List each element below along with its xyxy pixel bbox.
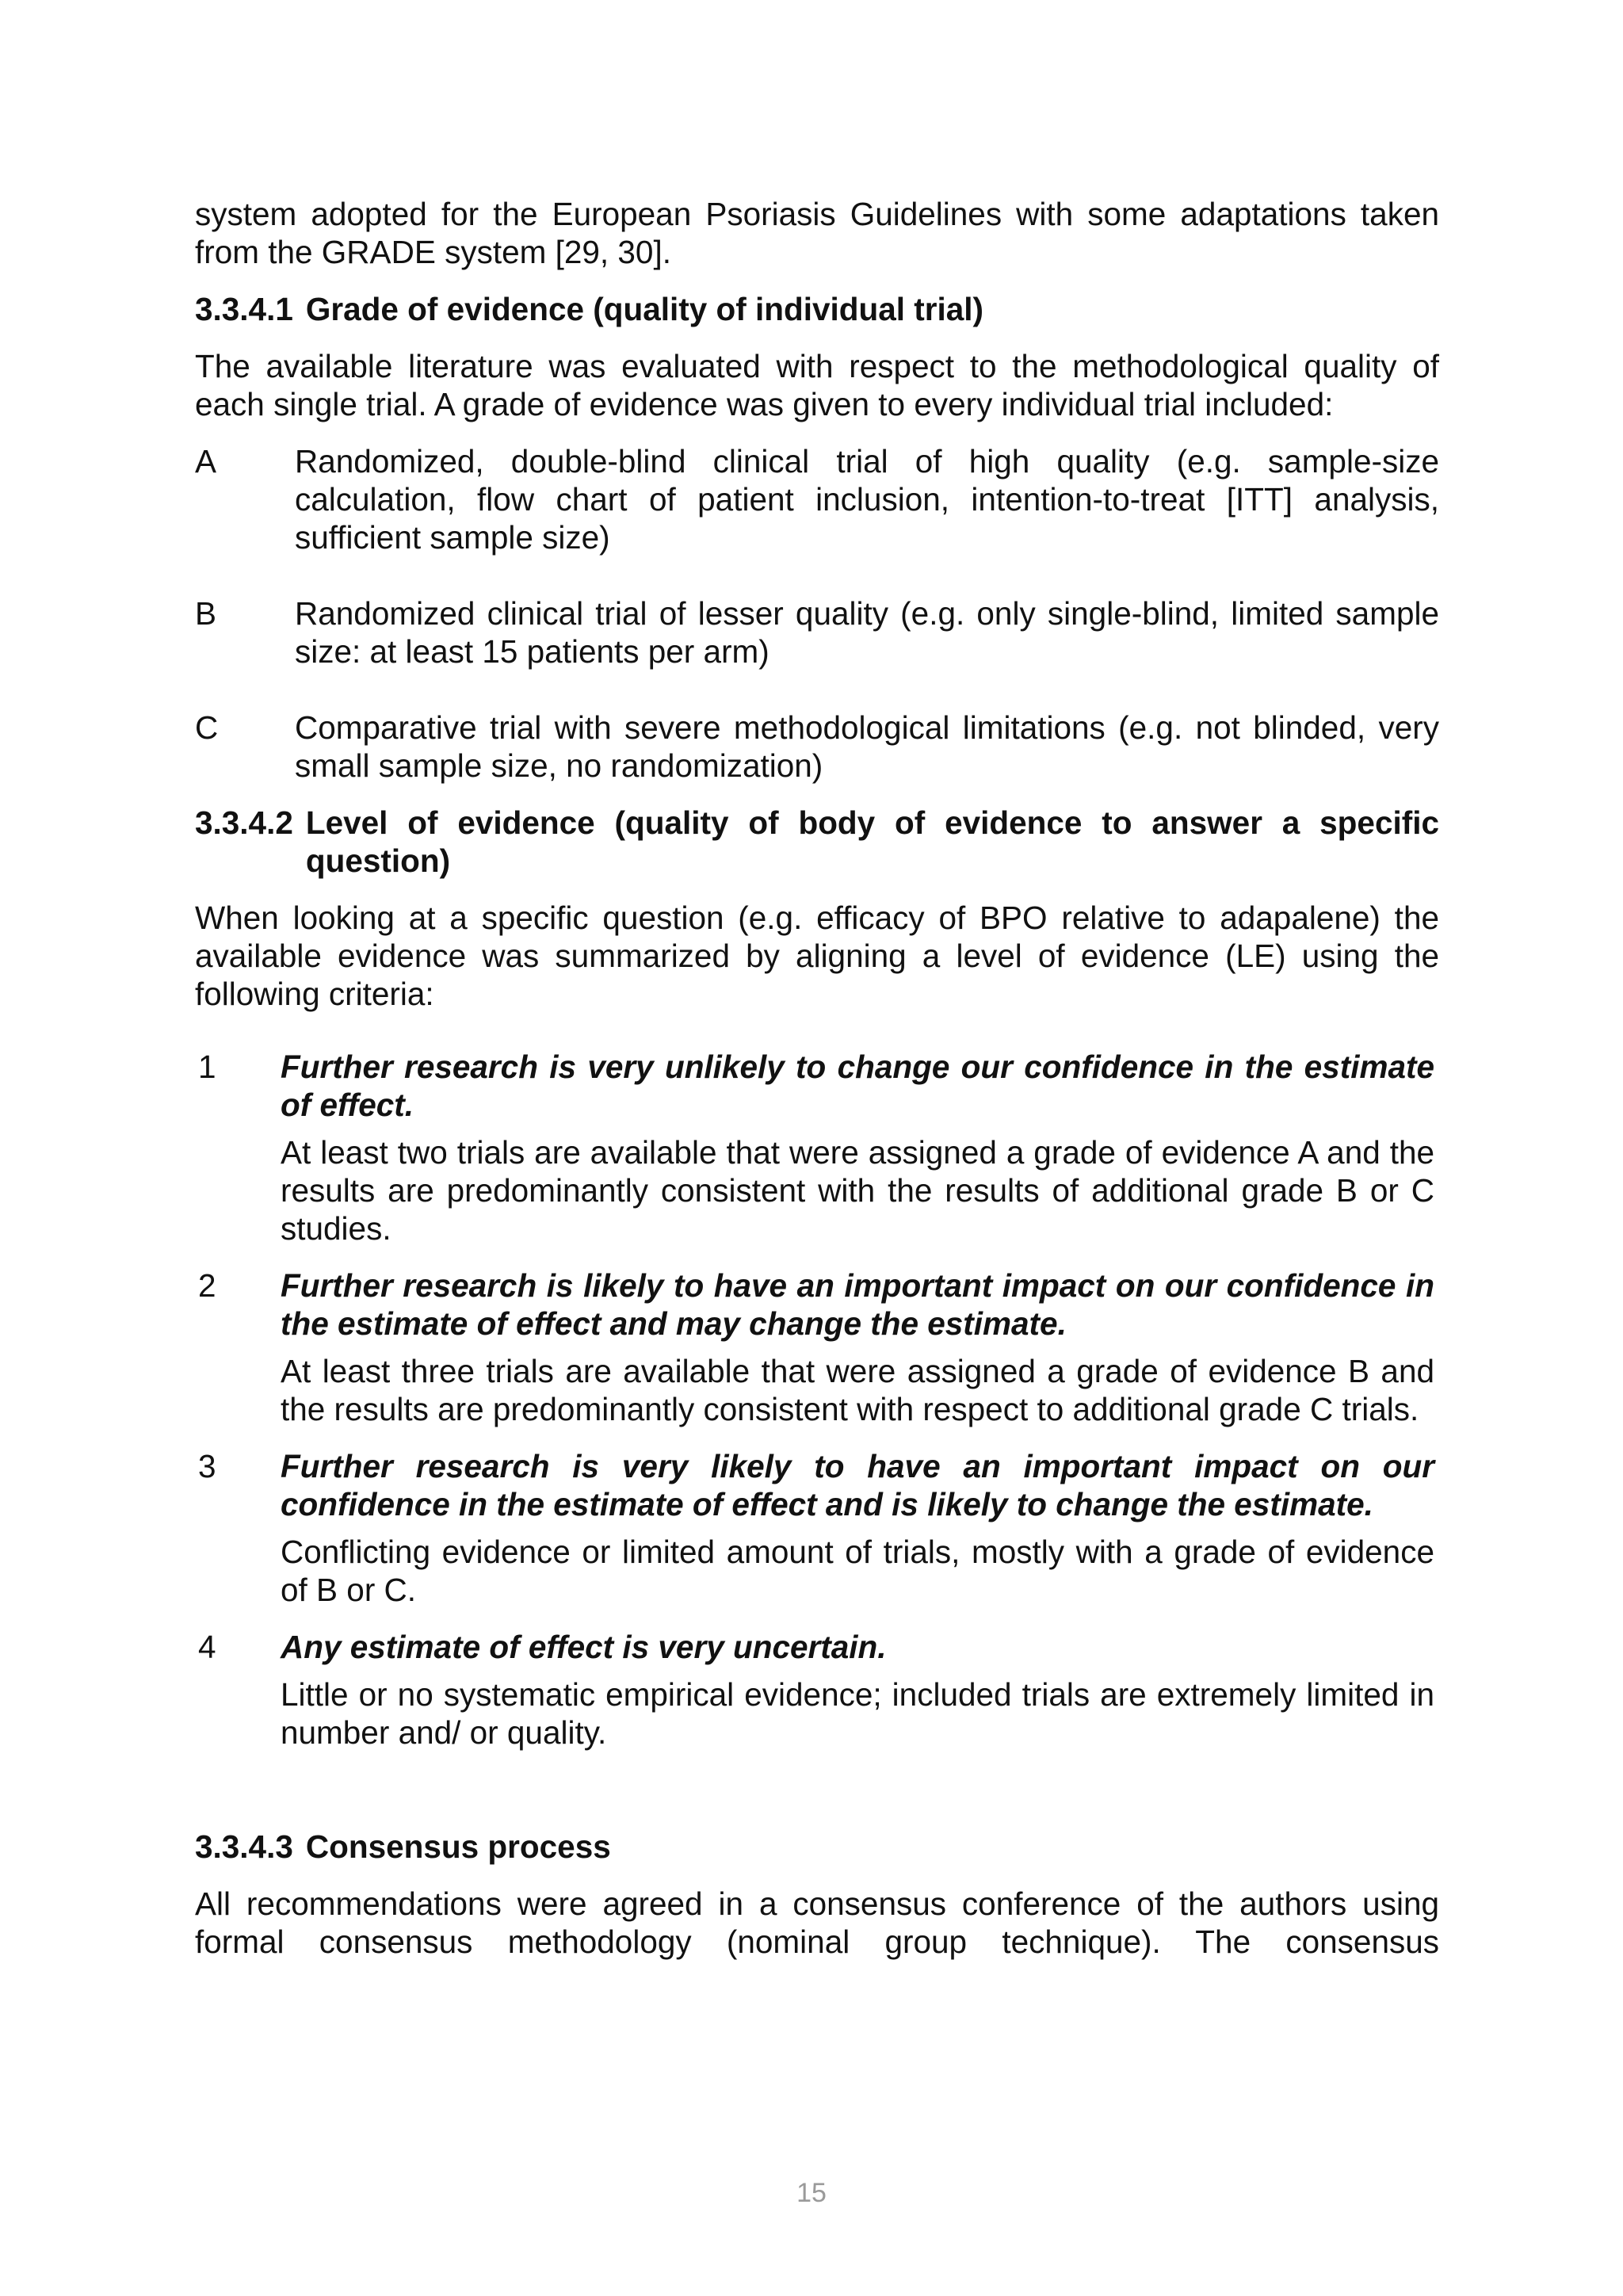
grade-description: Comparative trial with severe methodological limitations (e.g. not blinded, very small sample size, no randomization)	[295, 709, 1439, 784]
page-number: 15	[796, 2178, 827, 2208]
section-number: 3.3.4.1	[195, 291, 293, 327]
grade-letter: A	[195, 443, 217, 479]
level-title: Any estimate of effect is very uncertain.	[281, 1629, 887, 1665]
section-paragraph: The available literature was evaluated with respect to the methodological quality of each single trial. A grade of evidence was given to every individual trial included:	[195, 348, 1439, 422]
level-number: 2	[198, 1267, 216, 1304]
section-number: 3.3.4.3	[195, 1828, 293, 1865]
section-title: Consensus process	[305, 1828, 611, 1865]
level-item-3	[195, 1447, 1439, 1609]
level-title: Further research is very unlikely to change our confidence in the estimate of effect.	[281, 1049, 1434, 1123]
section-title: Grade of evidence (quality of individual trial)	[305, 291, 984, 327]
level-description: At least two trials are available that were assigned a grade of evidence A and the results are predominantly consistent with the results of additional grade B or C studies.	[281, 1134, 1434, 1247]
page-content	[195, 195, 1439, 1961]
grade-description: Randomized, double-blind clinical trial of high quality (e.g. sample-size calculation, flow chart of patient inclusion, intention-to-treat [ITT] analysis, sufficient sample size)	[295, 443, 1439, 556]
level-list	[195, 1048, 1439, 1752]
section-heading-3-3-4-2	[195, 804, 1439, 880]
section-title: Level of evidence (quality of body of evidence to answer a specific question)	[305, 804, 1439, 879]
level-item-4	[195, 1628, 1439, 1752]
level-title: Further research is likely to have an important impact on our confidence in the estimate of effect and may change the estimate.	[281, 1267, 1434, 1342]
intro-paragraph: system adopted for the European Psoriasis Guidelines with some adaptations taken from the GRADE system [29, 30].	[195, 196, 1439, 270]
grade-letter: C	[195, 709, 219, 746]
section-paragraph: All recommendations were agreed in a consensus conference of the authors using formal consensus methodology (nominal group technique). The consensus	[195, 1885, 1439, 1960]
grade-letter: B	[195, 595, 217, 632]
level-description: Little or no systematic empirical evidence; included trials are extremely limited in number and/ or quality.	[281, 1676, 1434, 1751]
level-item-1	[195, 1048, 1439, 1247]
grade-description: Randomized clinical trial of lesser quality (e.g. only single-blind, limited sample size: at least 15 patients per arm)	[295, 595, 1439, 670]
level-number: 3	[198, 1448, 216, 1484]
grade-list	[195, 442, 1439, 785]
section-heading-3-3-4-3	[195, 1828, 1439, 1866]
grade-item-b	[195, 594, 1439, 670]
level-item-2	[195, 1266, 1439, 1428]
level-description: Conflicting evidence or limited amount of trials, mostly with a grade of evidence of B or C.	[281, 1534, 1434, 1608]
level-description: At least three trials are available that were assigned a grade of evidence B and the results are predominantly consistent with respect to additional grade C trials.	[281, 1353, 1434, 1427]
section-number: 3.3.4.2	[195, 804, 293, 841]
level-number: 1	[198, 1049, 216, 1085]
grade-item-c	[195, 709, 1439, 785]
level-title: Further research is very likely to have an important impact on our confidence in the estimate of effect and is likely to change the estimate.	[281, 1448, 1434, 1522]
section-heading-3-3-4-1	[195, 290, 1439, 328]
level-number: 4	[198, 1629, 216, 1665]
grade-item-a	[195, 442, 1439, 556]
section-paragraph: When looking at a specific question (e.g. efficacy of BPO relative to adapalene) the available evidence was summarized by aligning a level of evidence (LE) using the following criteria:	[195, 900, 1439, 1012]
